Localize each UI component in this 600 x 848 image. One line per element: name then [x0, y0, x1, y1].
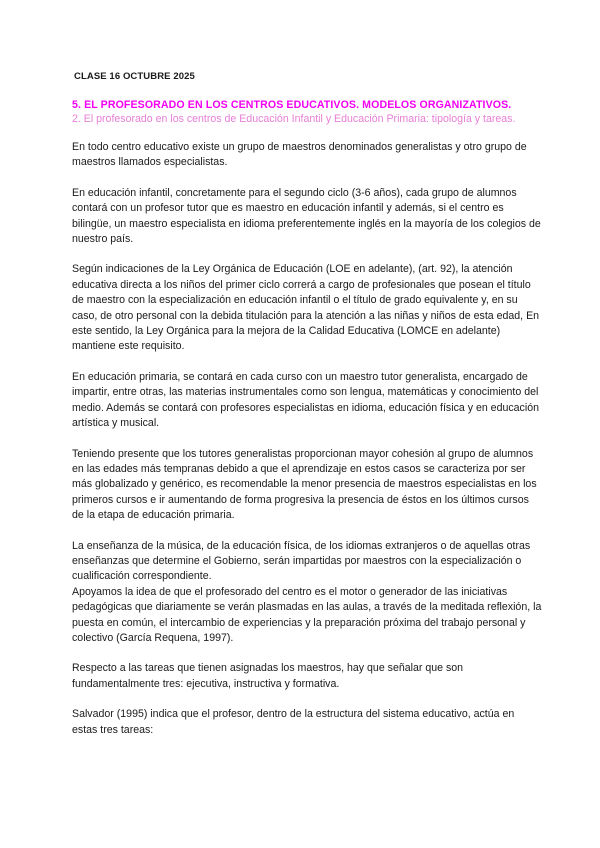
- paragraph-profesorado-motor: Apoyamos la idea de que el profesorado del centro es el motor o generador de las iniciativas pedagógicas que diariamente se verán plasmadas en las aulas, a través de la meditada reflexión, la puesta en común, el intercambio de experiencias y la preparación próxima del trabajo personal y colectivo (García Requena, 1997).: [72, 585, 542, 644]
- class-date: CLASE 16 OCTUBRE 2025: [74, 71, 195, 82]
- paragraph-loe: Según indicaciones de la Ley Orgánica de Educación (LOE en adelante), (art. 92), la atención educativa directa a los niños del primer ciclo correrá a cargo de profesionales que posean el título de maestro con la especialización en educación infantil o el título de grado equivalente y, en su caso, de otro personal con la debida titulación para la atención a las niñas y niños de esta edad, En este sentido, la Ley Orgánica para la mejora de la Calidad Educativa (LOMCE en adelante) mantiene este requisito.: [72, 263, 540, 353]
- paragraph-infantil: En educación infantil, concretamente para el segundo ciclo (3-6 años), cada grupo de alumnos contará con un profesor tutor que es maestro en educación infantil y además, si el centro es bilingüe, un maestro especialista en idioma preferentemente inglés en la mayoría de los colegios de nuestro país.: [72, 186, 541, 246]
- paragraph-primaria: En educación primaria, se contará en cada curso con un maestro tutor generalista, encargado de impartir, entre otras, las materias instrumentales como son lengua, matemáticas y conocimiento del medio. Además se contará con profesores especialistas en idioma, educación física y en educación artística y musical.: [72, 370, 539, 430]
- section-title: 5. EL PROFESORADO EN LOS CENTROS EDUCATIVOS. MODELOS ORGANIZATIVOS.: [72, 99, 512, 111]
- paragraph-salvador: Salvador (1995) indica que el profesor, dentro de la estructura del sistema educativo, actúa en estas tres tareas:: [72, 708, 515, 736]
- paragraph-tareas: Respecto a las tareas que tienen asignadas los maestros, hay que señalar que son fundamentalmente tres: ejecutiva, instructiva y formativa.: [72, 662, 464, 690]
- section-subtitle: 2. El profesorado en los centros de Educación Infantil y Educación Primaria: tipología y tareas.: [72, 113, 516, 125]
- paragraph-tutores: Teniendo presente que los tutores generalistas proporcionan mayor cohesión al grupo de alumnos en las edades más tempranas debido a que el aprendizaje en estos casos se caracteriza por ser más globalizado y genérico, es recomendable la menor presencia de maestros especialistas en los primeros cursos e ir aumentando de forma progresiva la presencia de éstos en los últimos cursos de la etapa de educación primaria.: [72, 447, 537, 522]
- paragraph-ensenanzas: La enseñanza de la música, de la educación física, de los idiomas extranjeros o de aquellas otras enseñanzas que determine el Gobierno, serán impartidas por maestros con la especialización o cualificación correspondiente.: [72, 539, 531, 583]
- document-page: [72, 71, 542, 753]
- paragraph-generalistas: En todo centro educativo existe un grupo de maestros denominados generalistas y otro grupo de maestros llamados especialistas.: [72, 141, 527, 169]
